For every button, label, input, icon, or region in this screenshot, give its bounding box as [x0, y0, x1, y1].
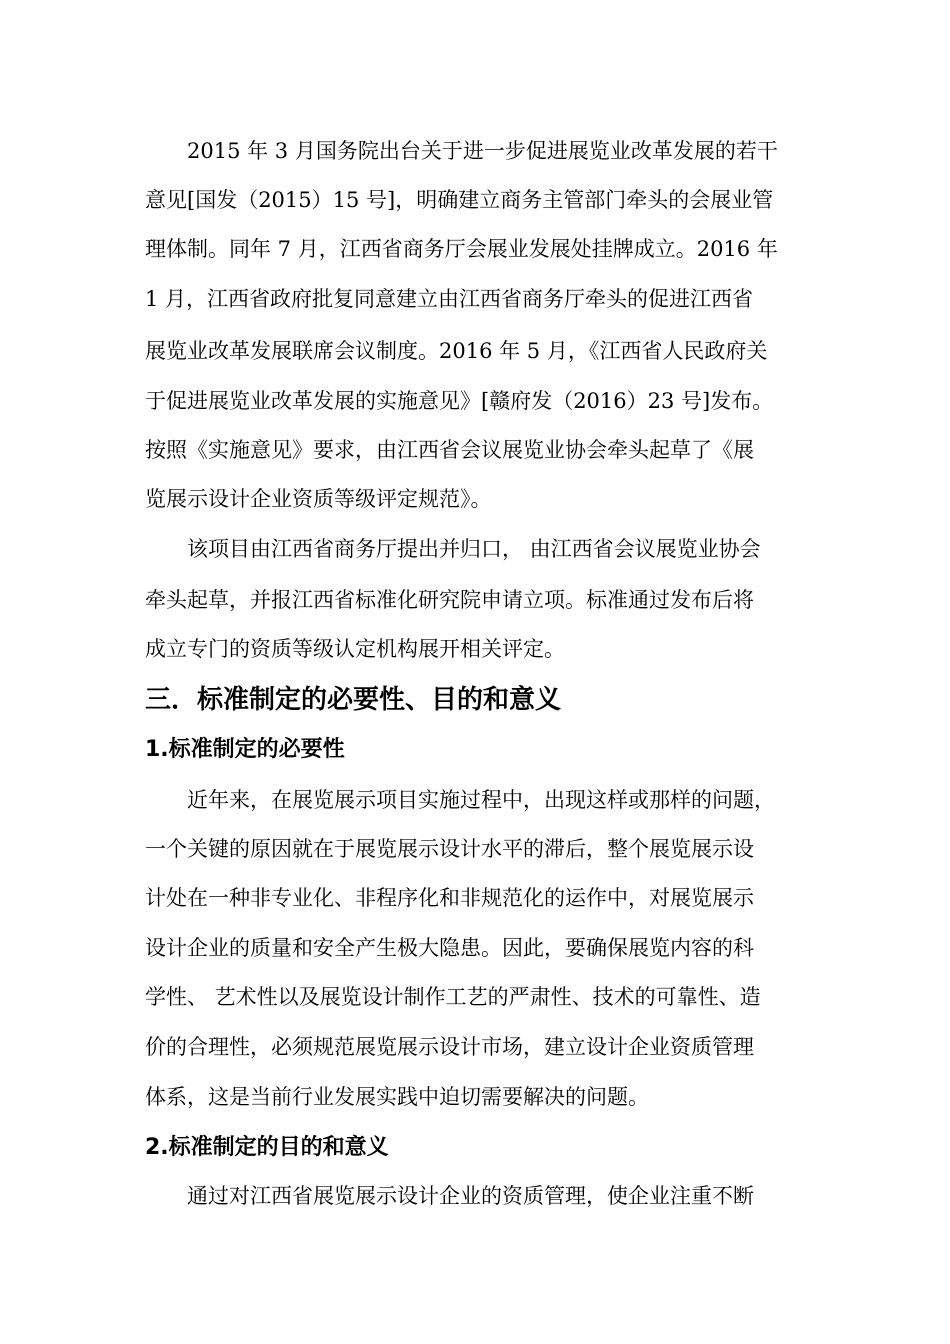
text-line: 2015 年 3 月国务院出台关于进一步促进展览业改革发展的若干 [187, 139, 778, 163]
text-line: 览展示设计企业资质等级评定规范》。 [145, 487, 492, 511]
text-line: 价的合理性，必须规范展览展示设计市场，建立设计企业资质管理 [145, 1035, 754, 1059]
text-line: 意见[国发（2015）15 号]，明确建立商务主管部门牵头的会展业管 [145, 188, 774, 212]
text-line: 近年来，在展览展示项目实施过程中，出现这样或那样的问题， [187, 788, 775, 812]
text-line: 牵头起草，并报江西省标准化研究院申请立项。标准通过发布后将 [145, 588, 754, 612]
text-line: 一个关键的原因就在于展览展示设计水平的滞后，整个展览展示设 [145, 837, 754, 861]
text-line: 于促进展览业改革发展的实施意见》[赣府发（2016）23 号]发布。 [145, 389, 774, 413]
subsection-heading: 1.标准制定的必要性 [145, 737, 345, 762]
text-line: 理体制。同年 7 月，江西省商务厅会展业发展处挂牌成立。2016 年 [145, 237, 778, 261]
text-line: 该项目由江西省商务厅提出并归口， 由江西省会议展览业协会 [187, 537, 761, 561]
text-line: 设计企业的质量和安全产生极大隐患。因此，要确保展览内容的科 [145, 936, 754, 960]
text-line: 学性、 艺术性以及展览设计制作工艺的严肃性、技术的可靠性、造 [145, 985, 761, 1009]
text-line: 展览业改革发展联席会议制度。2016 年 5 月，《江西省人民政府关 [145, 339, 768, 363]
text-line: 通过对江西省展览展示设计企业的资质管理，使企业注重不断 [187, 1184, 754, 1208]
text-line: 按照《实施意见》要求，由江西省会议展览业协会牵头起草了《展 [145, 438, 754, 462]
text-line: 计处在一种非专业化、非程序化和非规范化的运作中，对展览展示 [145, 886, 754, 910]
text-line: 成立专门的资质等级认定机构展开相关评定。 [145, 637, 565, 661]
text-line: 体系，这是当前行业发展实践中迫切需要解决的问题。 [145, 1085, 649, 1109]
section-heading: 三．标准制定的必要性、目的和意义 [145, 685, 562, 715]
subsection-heading: 2.标准制定的目的和意义 [145, 1135, 389, 1160]
text-line: 1 月，江西省政府批复同意建立由江西省商务厅牵头的促进江西省 [145, 287, 754, 311]
